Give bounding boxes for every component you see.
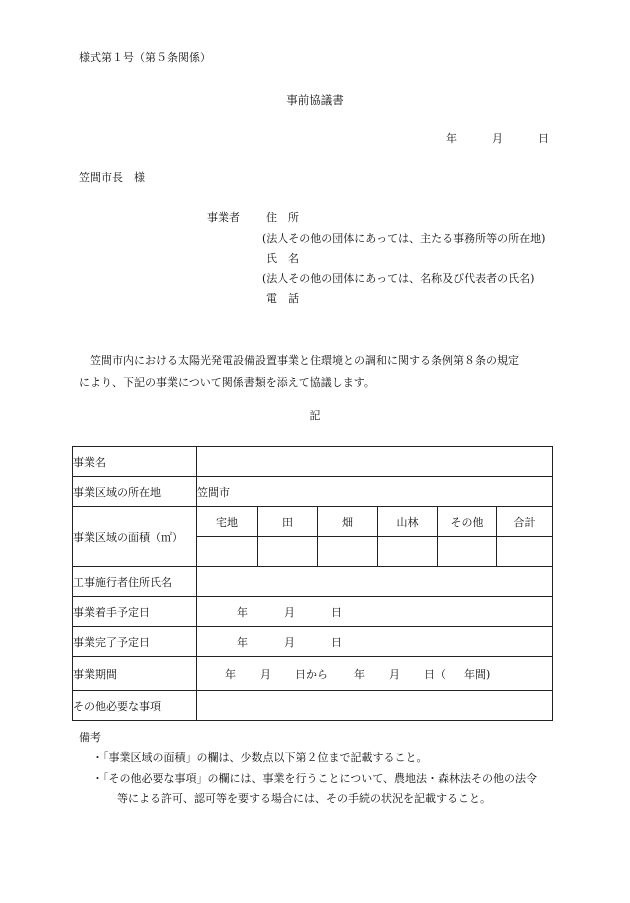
phone-label: 電 話 [266,292,299,305]
note-2-line-1: ・「その他必要な事項」の欄には、事業を行うことについて、農地法・森林法その他の法令 [92,772,538,785]
note-1: ・「事業区域の面積」の欄は、少数点以下第２位まで記載すること。 [92,751,428,764]
table-row [73,691,553,721]
area-field-takuchi[interactable] [197,537,258,567]
contractor-label: 工事施行者住所氏名 [73,567,197,597]
applicant-label: 事業者 [207,211,240,224]
date-month: 月 [492,132,503,145]
period-day2-unit: 日（ [424,667,446,681]
table-row [73,597,553,627]
area-field-other[interactable] [438,537,497,567]
table-row [73,657,553,691]
end-month-unit: 月 [284,635,295,649]
period-month-unit: 月 [260,667,271,681]
area-col-total: 合計 [497,507,553,537]
note-2-line-2: 等による許可、認可等を要する場合には、その手続の状況を記載すること。 [117,792,491,805]
addressee: 笠間市長 様 [79,171,145,184]
area-field-total[interactable] [497,537,553,567]
area-field-hatake[interactable] [318,537,378,567]
table-row [73,507,553,537]
area-col-ta: 田 [258,507,318,537]
ki-heading: 記 [309,409,321,422]
body-line-2: により、下記の事業について関係書類を添えて協議します。 [79,376,375,389]
name-note: (法人その他の団体にあっては、名称及び代表者の氏名) [262,272,535,285]
location-label: 事業区域の所在地 [73,477,197,507]
table-row [73,627,553,657]
end-year-unit: 年 [237,635,248,649]
end-day-unit: 日 [331,635,342,649]
area-col-takuchi: 宅地 [197,507,258,537]
form-number: 様式第１号（第５条関係） [79,51,211,64]
end-date-label: 事業完了予定日 [73,627,197,657]
area-col-sanrin: 山林 [378,507,438,537]
notes-heading: 備考 [79,731,101,744]
date-line [446,132,549,146]
body-line-1: 笠間市内における太陽光発電設備設置事業と住環境との調和に関する条例第８条の規定 [90,354,519,367]
period-year2-unit: 年 [354,667,365,681]
area-field-sanrin[interactable] [378,537,438,567]
body-paragraph [79,350,559,394]
date-year: 年 [446,132,457,145]
table-row [73,447,553,477]
table-row [73,567,553,597]
end-date-field[interactable] [197,627,553,657]
document-title: 事前協議書 [286,93,344,107]
address-note: (法人その他の団体にあっては、主たる事務所等の所在地) [262,232,546,245]
period-year-unit: 年 [225,667,236,681]
period-field[interactable] [197,657,553,691]
address-label: 住 所 [266,211,299,224]
start-month-unit: 月 [284,605,295,619]
area-col-hatake: 畑 [318,507,378,537]
start-date-field[interactable] [197,597,553,627]
start-year-unit: 年 [237,605,248,619]
start-date-label: 事業着手予定日 [73,597,197,627]
project-name-label: 事業名 [73,447,197,477]
period-label: 事業期間 [73,657,197,691]
other-matters-field[interactable] [197,691,553,721]
other-matters-label: その他必要な事項 [73,691,197,721]
date-day: 日 [538,132,549,145]
project-table [72,446,553,721]
area-col-other: その他 [438,507,497,537]
location-field[interactable]: 笠間市 [197,477,553,507]
table-row [73,477,553,507]
period-month2-unit: 月 [389,667,400,681]
period-from-unit: 日から [295,667,328,681]
area-label: 事業区域の面積（㎡） [73,507,197,567]
area-field-ta[interactable] [258,537,318,567]
start-day-unit: 日 [331,605,342,619]
period-years-unit: 年間) [464,667,491,681]
project-name-field[interactable] [197,447,553,477]
name-label: 氏 名 [266,252,299,265]
contractor-field[interactable] [197,567,553,597]
